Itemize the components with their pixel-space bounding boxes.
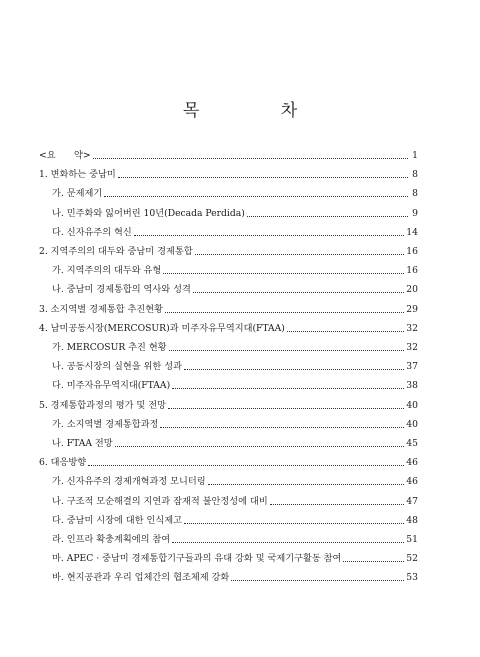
toc-page-number: 8 <box>412 188 418 200</box>
dot-leader <box>93 157 408 159</box>
toc-subsection-entry <box>52 278 418 296</box>
toc-subsection-entry <box>52 221 418 239</box>
toc-section-entry <box>39 451 418 469</box>
dot-leader <box>231 579 404 581</box>
dot-leader <box>172 541 404 543</box>
toc-subsection-entry <box>52 374 418 392</box>
dot-leader <box>195 253 405 255</box>
toc-entry-label: 다. 신자유주의 혁신 <box>52 226 132 238</box>
dot-leader <box>184 522 404 524</box>
toc-subsection-entry <box>52 490 418 508</box>
toc-entry-label: 가. 신자유주의 경제개혁과정 모니터링 <box>52 476 206 488</box>
toc-subsection-entry <box>52 470 418 488</box>
toc-page-number: 51 <box>406 534 418 545</box>
toc-entry-label: 라. 인프라 확충계획에의 참여 <box>52 534 171 545</box>
dot-leader <box>168 407 404 409</box>
dot-leader <box>172 387 404 389</box>
toc-page-number: 1 <box>412 150 418 161</box>
toc-entry-label: 5. 경제통합과정의 평가 및 전망 <box>39 399 166 411</box>
toc-entry-label: 가. 소지역별 경제통합과정 <box>52 418 159 430</box>
toc-subsection-entry <box>52 336 418 354</box>
dot-leader <box>287 330 404 332</box>
toc-page-number: 32 <box>406 342 418 353</box>
toc-section-entry <box>39 394 418 412</box>
toc-page-number: 46 <box>406 476 418 488</box>
toc-subsection-entry <box>52 509 418 527</box>
toc-page-number: 53 <box>406 572 418 584</box>
toc-entry-label: 4. 남미공동시장(MERCOSUR)과 미주자유무역지대(FTAA) <box>39 322 285 334</box>
dot-leader <box>193 291 404 293</box>
toc-page-number: 32 <box>406 322 418 334</box>
toc-entry-label: 3. 소지역별 경제통합 추진현황 <box>39 303 164 315</box>
toc-section-entry <box>39 240 418 258</box>
toc-page-number: 16 <box>406 265 418 277</box>
toc-page-number: 20 <box>406 284 418 296</box>
toc-subsection-entry <box>52 566 418 584</box>
toc-page-number: 8 <box>412 169 418 181</box>
toc-entry-label: 마. APEC · 중남미 경제통합기구들과의 유대 강화 및 국제기구활동 참여 <box>52 553 342 565</box>
dot-leader <box>134 234 405 236</box>
toc-subsection-entry <box>52 355 418 373</box>
toc-entry-label: <요 약> <box>39 150 91 161</box>
dot-leader <box>247 215 408 217</box>
toc-page-number: 47 <box>406 495 418 507</box>
toc-entry-label: 6. 대응방향 <box>39 457 87 469</box>
dot-leader <box>165 311 404 313</box>
toc-subsection-entry <box>52 413 418 431</box>
toc-subsection-entry <box>52 528 418 546</box>
dot-leader <box>270 503 405 505</box>
toc-entry-label: 가. MERCOSUR 추진 현황 <box>52 342 167 353</box>
toc-section-entry <box>39 298 418 316</box>
toc-entry-label: 나. 중남미 경제통합의 역사와 성격 <box>52 284 191 296</box>
toc-entry-label: 나. 공동시장의 실현을 위한 성과 <box>52 361 182 373</box>
toc-entry-label: 다. 중남미 시장에 대한 인식제고 <box>52 514 182 526</box>
dot-leader <box>118 176 408 178</box>
toc-page-number: 46 <box>406 457 418 469</box>
toc-subsection-entry <box>52 202 418 220</box>
dot-leader <box>169 349 405 351</box>
toc-page-number: 48 <box>406 514 418 526</box>
toc-page-number: 9 <box>412 207 418 219</box>
toc-page-number: 29 <box>406 303 418 315</box>
toc-page-number: 16 <box>406 246 418 257</box>
toc-page-number: 40 <box>406 399 418 411</box>
toc-entry-label: 나. 구조적 모순해결의 지연과 잠재적 불안정성에 대비 <box>52 495 268 507</box>
toc-entry-label: 다. 미주자유무역지대(FTAA) <box>52 380 171 392</box>
toc-page-number: 45 <box>406 438 418 449</box>
toc-section-entry <box>39 144 418 162</box>
toc-page-number: 52 <box>406 553 418 565</box>
toc-entry-label: 가. 지역주의의 대두와 유형 <box>52 265 162 277</box>
dot-leader <box>163 272 404 274</box>
toc-section-entry <box>39 317 418 335</box>
dot-leader <box>115 445 405 447</box>
toc-entry-label: 나. 민주화와 잃어버린 10년(Decada Perdida) <box>52 207 245 219</box>
dot-leader <box>343 560 404 562</box>
toc-subsection-entry <box>52 182 418 200</box>
dot-leader <box>184 368 404 370</box>
toc-page-number: 38 <box>406 380 418 392</box>
toc-subsection-entry <box>52 547 418 565</box>
page-title: 목 차 <box>182 101 336 121</box>
dot-leader <box>88 464 404 466</box>
toc-section-entry <box>39 163 418 181</box>
toc-page-number: 37 <box>406 361 418 373</box>
dot-leader <box>160 426 404 428</box>
toc-entry-label: 1. 변화하는 중남미 <box>39 169 116 181</box>
toc-page-number: 40 <box>406 418 418 430</box>
toc-subsection-entry <box>52 432 418 450</box>
toc-entry-label: 바. 현지공관과 우리 업체간의 협조체제 강화 <box>52 572 230 584</box>
toc-entry-label: 나. FTAA 전망 <box>52 438 113 449</box>
toc-subsection-entry <box>52 259 418 277</box>
toc-entry-label: 2. 지역주의의 대두와 중남미 경제통합 <box>39 246 193 257</box>
dot-leader <box>104 195 408 197</box>
toc-page-number: 14 <box>406 226 418 238</box>
toc-entry-label: 가. 문제제기 <box>52 188 103 200</box>
dot-leader <box>208 483 405 485</box>
